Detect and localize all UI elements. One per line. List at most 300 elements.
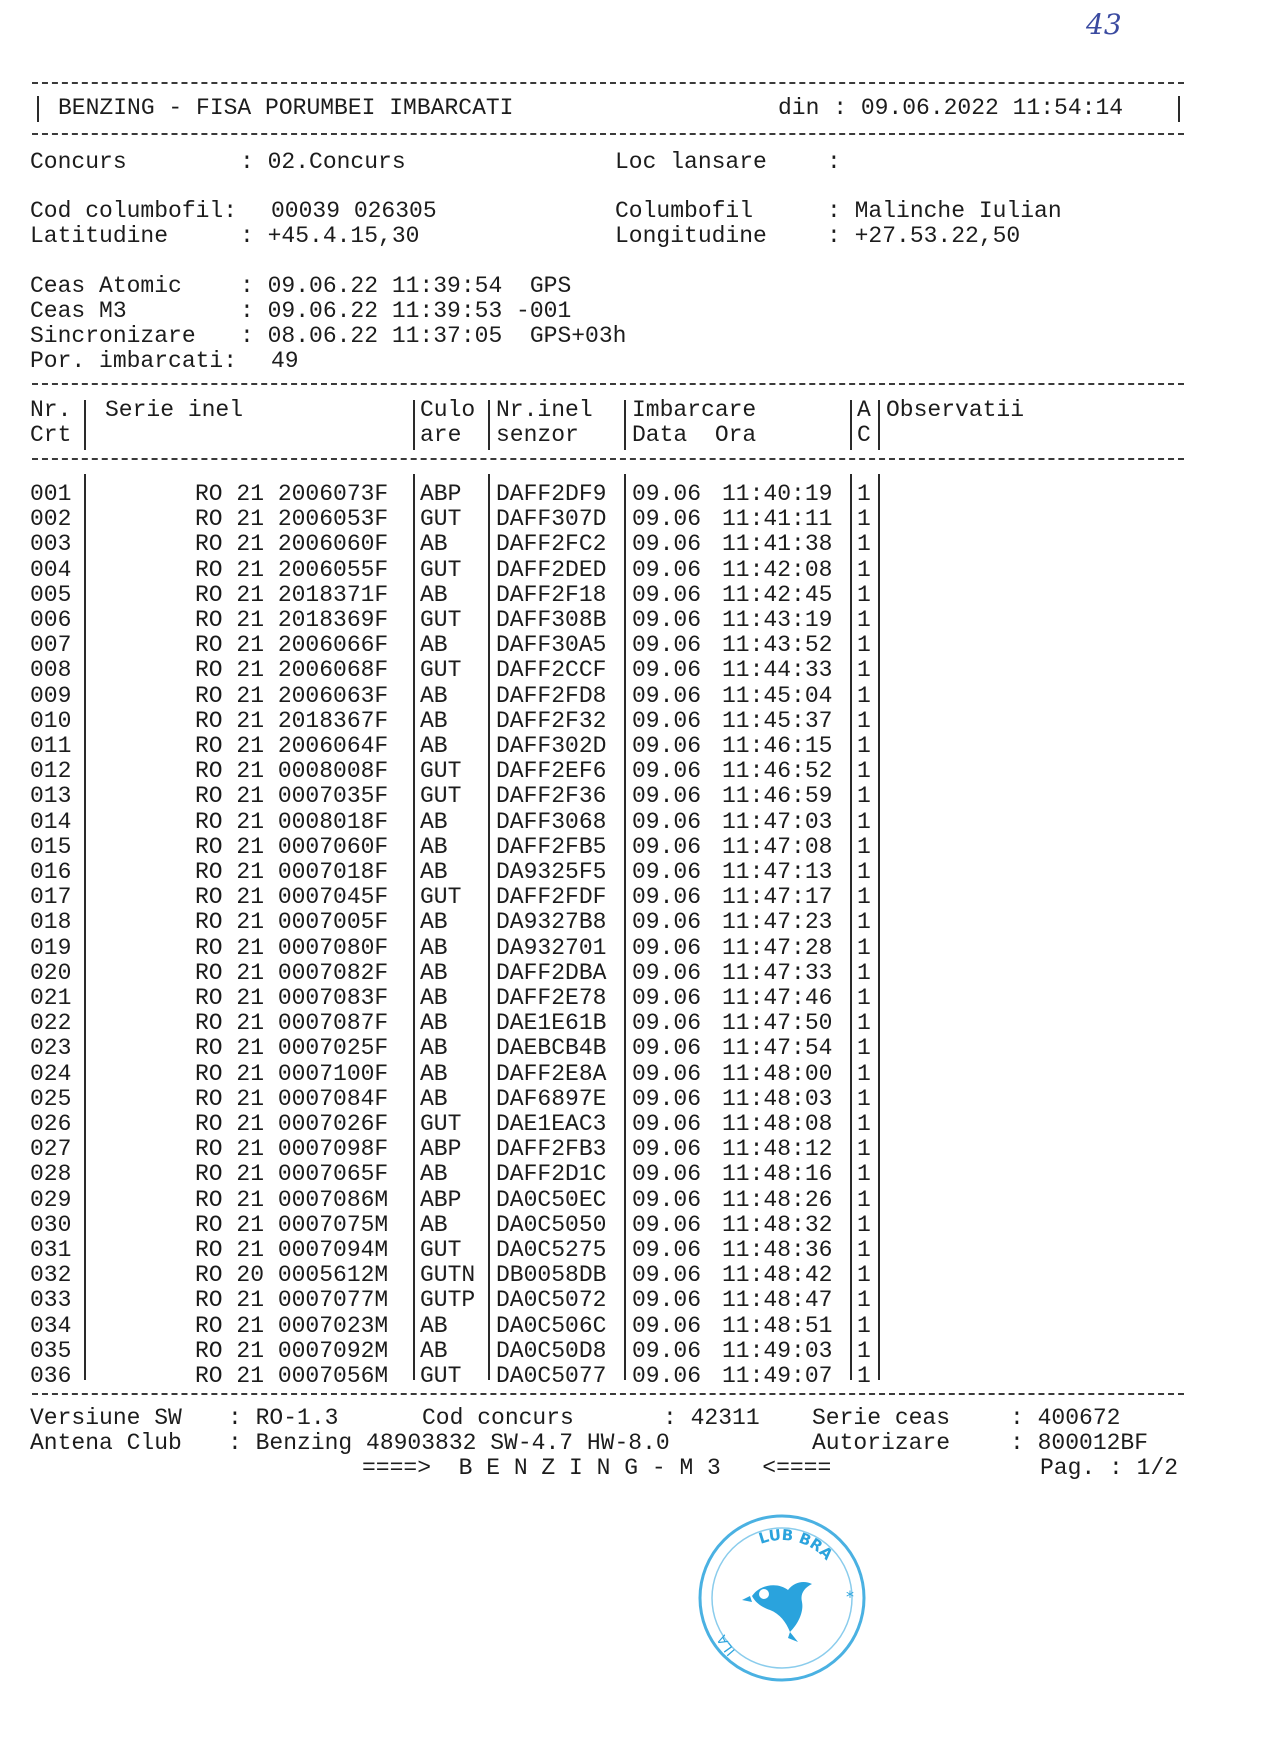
- boarding-date: 09.06: [632, 985, 702, 1011]
- color-code: AB: [420, 531, 448, 558]
- boarding-time: 11:43:19: [722, 607, 833, 633]
- stamp-text-top: LUB BRA: [756, 1525, 837, 1564]
- sensor-ring: DA0C50EC: [496, 1186, 607, 1213]
- boarding-date: 09.06: [632, 581, 702, 608]
- loc-lansare-label: Loc lansare: [615, 149, 767, 175]
- ac-flag: 1: [857, 985, 871, 1011]
- ac-flag: 1: [857, 1085, 871, 1112]
- color-code: GUTP: [420, 1287, 476, 1314]
- table-row: [0, 1288, 1276, 1313]
- sensor-ring: DAFF2DBA: [496, 959, 607, 986]
- color-code: GUT: [420, 1111, 462, 1137]
- sensor-ring: DAFF2F18: [496, 581, 607, 608]
- ac-flag: 1: [857, 884, 871, 911]
- boarding-time: 11:47:28: [722, 934, 833, 961]
- table-header-divider: [32, 458, 1184, 460]
- boarding-time: 11:48:26: [722, 1186, 833, 1213]
- ac-flag: 1: [857, 1136, 871, 1163]
- ring-series: RO 21 0007018F: [195, 859, 389, 885]
- col-header-crt: Crt: [30, 422, 72, 448]
- porumbei-imbarcati-value: 49: [271, 348, 299, 374]
- sensor-ring: DA0C5077: [496, 1363, 607, 1389]
- table-row: [0, 583, 1276, 608]
- table-row: [0, 784, 1276, 809]
- row-number: 025: [30, 1085, 72, 1112]
- boarding-date: 09.06: [632, 657, 702, 684]
- ring-series: RO 21 0007060F: [195, 833, 389, 860]
- table-row: [0, 1213, 1276, 1238]
- color-code: AB: [420, 1337, 448, 1364]
- color-code: AB: [420, 1161, 448, 1188]
- ac-flag: 1: [857, 1211, 871, 1238]
- table-row: [0, 532, 1276, 557]
- col-header-senzor-2: senzor: [496, 422, 579, 448]
- table-row: [0, 1062, 1276, 1087]
- table-row: [0, 860, 1276, 885]
- col-sep: [850, 400, 852, 450]
- versiune-sw-value: : RO-1.3: [228, 1405, 339, 1431]
- ring-series: RO 21 0007045F: [195, 884, 389, 911]
- ac-flag: 1: [857, 1111, 871, 1137]
- boarding-time: 11:41:38: [722, 531, 833, 558]
- row-number: 004: [30, 556, 72, 583]
- sensor-ring: DA0C5275: [496, 1237, 607, 1263]
- color-code: AB: [420, 707, 448, 734]
- ring-series: RO 21 0007087F: [195, 1010, 389, 1037]
- row-number: 017: [30, 884, 72, 911]
- page-title: BENZING - FISA PORUMBEI IMBARCATI: [58, 95, 514, 121]
- col-header-observatii: Observatii: [886, 397, 1025, 423]
- boarding-date: 09.06: [632, 1186, 702, 1213]
- boarding-date: 09.06: [632, 1363, 702, 1389]
- boarding-time: 11:48:03: [722, 1085, 833, 1112]
- boarding-date: 09.06: [632, 1211, 702, 1238]
- header-top-divider: [32, 82, 1184, 84]
- row-number: 019: [30, 934, 72, 961]
- row-number: 011: [30, 733, 72, 759]
- ring-series: RO 21 2006068F: [195, 657, 389, 684]
- ring-series: RO 21 0007056M: [195, 1363, 389, 1389]
- color-code: AB: [420, 934, 448, 961]
- ring-series: RO 21 2006055F: [195, 556, 389, 583]
- ac-flag: 1: [857, 1010, 871, 1037]
- ring-series: RO 21 0007075M: [195, 1211, 389, 1238]
- row-number: 007: [30, 632, 72, 659]
- row-number: 012: [30, 758, 72, 785]
- sensor-ring: DAFF3068: [496, 808, 607, 835]
- ac-flag: 1: [857, 682, 871, 709]
- ring-series: RO 21 0007100F: [195, 1060, 389, 1087]
- boarding-time: 11:42:45: [722, 581, 833, 608]
- header-bottom-divider: [32, 133, 1184, 135]
- boarding-time: 11:48:00: [722, 1060, 833, 1087]
- color-code: GUTN: [420, 1262, 476, 1289]
- row-number: 014: [30, 808, 72, 835]
- boarding-date: 09.06: [632, 808, 702, 835]
- table-row: [0, 633, 1276, 658]
- color-code: GUT: [420, 506, 462, 533]
- boarding-time: 11:47:08: [722, 833, 833, 860]
- ring-series: RO 21 2006073F: [195, 481, 389, 507]
- row-number: 023: [30, 1035, 72, 1062]
- color-code: GUT: [420, 657, 462, 684]
- concurs-label: Concurs: [30, 149, 127, 175]
- color-code: AB: [420, 632, 448, 659]
- boarding-time: 11:47:23: [722, 909, 833, 936]
- boarding-date: 09.06: [632, 909, 702, 936]
- boarding-date: 09.06: [632, 1136, 702, 1163]
- col-header-c: C: [857, 422, 871, 448]
- ac-flag: 1: [857, 707, 871, 734]
- columbofil-value: : Malinche Iulian: [827, 198, 1062, 224]
- boarding-time: 11:42:08: [722, 556, 833, 583]
- table-row: [0, 885, 1276, 910]
- ac-flag: 1: [857, 1337, 871, 1364]
- row-number: 032: [30, 1262, 72, 1289]
- boarding-date: 09.06: [632, 1161, 702, 1188]
- sincronizare-label: Sincronizare: [30, 323, 196, 349]
- col-sep: [488, 400, 490, 450]
- row-number: 035: [30, 1337, 72, 1364]
- sensor-ring: DAFF2D1C: [496, 1161, 607, 1188]
- ring-series: RO 21 0007065F: [195, 1161, 389, 1188]
- table-row: [0, 1263, 1276, 1288]
- boarding-date: 09.06: [632, 959, 702, 986]
- boarding-time: 11:40:19: [722, 481, 833, 507]
- sensor-ring: DAFF2F36: [496, 783, 607, 810]
- header-left-border: [37, 96, 39, 122]
- row-number: 001: [30, 481, 72, 507]
- ring-series: RO 21 2006053F: [195, 506, 389, 533]
- table-row: [0, 1011, 1276, 1036]
- sensor-ring: DAEBCB4B: [496, 1035, 607, 1062]
- autorizare-value: : 800012BF: [1010, 1430, 1149, 1456]
- ring-series: RO 21 0007098F: [195, 1136, 389, 1163]
- ac-flag: 1: [857, 959, 871, 986]
- ring-series: RO 21 0007094M: [195, 1237, 389, 1263]
- boarding-time: 11:48:51: [722, 1312, 833, 1339]
- boarding-date: 09.06: [632, 1337, 702, 1364]
- boarding-date: 09.06: [632, 783, 702, 810]
- col-header-culoare-2: are: [420, 422, 462, 448]
- row-number: 036: [30, 1363, 72, 1389]
- boarding-time: 11:45:04: [722, 682, 833, 709]
- ac-flag: 1: [857, 581, 871, 608]
- boarding-time: 11:47:33: [722, 959, 833, 986]
- table-row: [0, 1314, 1276, 1339]
- ring-series: RO 21 0007077M: [195, 1287, 389, 1314]
- color-code: AB: [420, 909, 448, 936]
- row-number: 026: [30, 1111, 72, 1137]
- antena-club-value: : Benzing 48903832 SW-4.7 HW-8.0: [228, 1430, 670, 1456]
- ac-flag: 1: [857, 808, 871, 835]
- col-sep: [84, 400, 86, 450]
- ring-series: RO 21 2006066F: [195, 632, 389, 659]
- row-number: 013: [30, 783, 72, 810]
- col-header-senzor-1: Nr.inel: [496, 397, 593, 423]
- ring-series: RO 21 2018371F: [195, 581, 389, 608]
- table-row: [0, 608, 1276, 633]
- sensor-ring: DAE1E61B: [496, 1010, 607, 1037]
- sensor-ring: DB0058DB: [496, 1262, 607, 1289]
- boarding-date: 09.06: [632, 531, 702, 558]
- row-number: 009: [30, 682, 72, 709]
- boarding-date: 09.06: [632, 682, 702, 709]
- columbofil-label: Columbofil: [615, 198, 754, 224]
- sensor-ring: DAFF30A5: [496, 632, 607, 659]
- row-number: 018: [30, 909, 72, 936]
- sensor-ring: DAFF2CCF: [496, 657, 607, 684]
- ac-flag: 1: [857, 1312, 871, 1339]
- svg-text:ILA: [715, 1632, 739, 1658]
- boarding-time: 11:47:13: [722, 859, 833, 885]
- boarding-date: 09.06: [632, 859, 702, 885]
- boarding-date: 09.06: [632, 707, 702, 734]
- boarding-time: 11:44:33: [722, 657, 833, 684]
- ring-series: RO 21 2018369F: [195, 607, 389, 633]
- table-row: [0, 1339, 1276, 1364]
- sensor-ring: DAFF2DF9: [496, 481, 607, 507]
- boarding-time: 11:47:54: [722, 1035, 833, 1062]
- svg-text:*: *: [846, 1587, 854, 1606]
- ac-flag: 1: [857, 934, 871, 961]
- ac-flag: 1: [857, 607, 871, 633]
- ac-flag: 1: [857, 1262, 871, 1289]
- row-number: 022: [30, 1010, 72, 1037]
- cod-columbofil-value: 00039 026305: [271, 198, 437, 224]
- table-row: [0, 810, 1276, 835]
- ring-series: RO 21 0007023M: [195, 1312, 389, 1339]
- boarding-time: 11:48:47: [722, 1287, 833, 1314]
- table-row: [0, 1036, 1276, 1061]
- sensor-ring: DAFF2F32: [496, 707, 607, 734]
- cod-concurs-label: Cod concurs: [422, 1405, 574, 1431]
- loc-lansare-value: :: [827, 149, 841, 175]
- boarding-time: 11:41:11: [722, 506, 833, 533]
- color-code: AB: [420, 581, 448, 608]
- table-row: [0, 835, 1276, 860]
- boarding-time: 11:46:15: [722, 733, 833, 759]
- ac-flag: 1: [857, 733, 871, 759]
- ac-flag: 1: [857, 833, 871, 860]
- ring-series: RO 21 0007035F: [195, 783, 389, 810]
- table-row: [0, 684, 1276, 709]
- page-number: Pag. : 1/2: [1040, 1455, 1179, 1481]
- sensor-ring: DAFF2FB3: [496, 1136, 607, 1163]
- concurs-value: : 02.Concurs: [240, 149, 406, 175]
- color-code: AB: [420, 1312, 448, 1339]
- table-row: [0, 1188, 1276, 1213]
- color-code: AB: [420, 833, 448, 860]
- ceas-atomic-value: : 09.06.22 11:39:54 GPS: [240, 273, 572, 299]
- ring-series: RO 21 0007092M: [195, 1337, 389, 1364]
- col-header-nr: Nr.: [30, 397, 72, 423]
- boarding-date: 09.06: [632, 1111, 702, 1137]
- boarding-date: 09.06: [632, 733, 702, 759]
- sensor-ring: DAF6897E: [496, 1085, 607, 1112]
- ac-flag: 1: [857, 1060, 871, 1087]
- table-row: [0, 558, 1276, 583]
- ring-series: RO 21 0007026F: [195, 1111, 389, 1137]
- table-row: [0, 1162, 1276, 1187]
- table-row: [0, 1364, 1276, 1389]
- color-code: AB: [420, 808, 448, 835]
- boarding-time: 11:49:07: [722, 1363, 833, 1389]
- stamp-text-side: ILA: [714, 1632, 739, 1659]
- club-stamp: [694, 1510, 870, 1686]
- ring-series: RO 21 0007082F: [195, 959, 389, 986]
- col-sep: [878, 400, 880, 450]
- sensor-ring: DA932701: [496, 934, 607, 961]
- col-sep: [413, 400, 415, 450]
- handwritten-page-number: 43: [1086, 8, 1122, 41]
- row-number: 031: [30, 1237, 72, 1263]
- sensor-ring: DAFF308B: [496, 607, 607, 633]
- color-code: GUT: [420, 607, 462, 633]
- boarding-date: 09.06: [632, 1237, 702, 1263]
- table-row: [0, 658, 1276, 683]
- boarding-date: 09.06: [632, 506, 702, 533]
- boarding-date: 09.06: [632, 556, 702, 583]
- table-row: [0, 936, 1276, 961]
- ring-series: RO 21 0007025F: [195, 1035, 389, 1062]
- ring-series: RO 21 2006063F: [195, 682, 389, 709]
- report-date: din : 09.06.2022 11:54:14: [778, 95, 1124, 121]
- color-code: AB: [420, 1085, 448, 1112]
- col-header-data-ora: Data Ora: [632, 422, 757, 448]
- col-header-culoare-1: Culo: [420, 397, 476, 423]
- ceas-m3-label: Ceas M3: [30, 298, 127, 324]
- boarding-date: 09.06: [632, 833, 702, 860]
- boarding-date: 09.06: [632, 607, 702, 633]
- table-top-divider: [32, 383, 1184, 385]
- boarding-date: 09.06: [632, 1312, 702, 1339]
- ring-series: RO 21 0008018F: [195, 808, 389, 835]
- sincronizare-value: : 08.06.22 11:37:05 GPS+03h: [240, 323, 627, 349]
- ring-series: RO 21 0007083F: [195, 985, 389, 1011]
- col-header-serie-inel: Serie inel: [105, 397, 244, 423]
- row-number: 027: [30, 1136, 72, 1163]
- color-code: GUT: [420, 783, 462, 810]
- color-code: AB: [420, 682, 448, 709]
- row-number: 029: [30, 1186, 72, 1213]
- ring-series: RO 21 0007084F: [195, 1085, 389, 1112]
- sensor-ring: DAE1EAC3: [496, 1111, 607, 1137]
- boarding-time: 11:48:42: [722, 1262, 833, 1289]
- color-code: AB: [420, 1211, 448, 1238]
- color-code: GUT: [420, 884, 462, 911]
- boarding-time: 11:46:59: [722, 783, 833, 810]
- table-row: [0, 482, 1276, 507]
- ac-flag: 1: [857, 1161, 871, 1188]
- table-row: [0, 910, 1276, 935]
- table-row: [0, 1087, 1276, 1112]
- row-number: 021: [30, 985, 72, 1011]
- boarding-time: 11:47:17: [722, 884, 833, 911]
- ring-series: RO 20 0005612M: [195, 1262, 389, 1289]
- sensor-ring: DAFF307D: [496, 506, 607, 533]
- ac-flag: 1: [857, 1186, 871, 1213]
- boarding-time: 11:47:03: [722, 808, 833, 835]
- boarding-time: 11:47:46: [722, 985, 833, 1011]
- versiune-sw-label: Versiune SW: [30, 1405, 182, 1431]
- autorizare-label: Autorizare: [812, 1430, 951, 1456]
- boarding-time: 11:47:50: [722, 1010, 833, 1037]
- ceas-m3-value: : 09.06.22 11:39:53 -001: [240, 298, 572, 324]
- ac-flag: 1: [857, 657, 871, 684]
- boarding-time: 11:48:12: [722, 1136, 833, 1163]
- ac-flag: 1: [857, 909, 871, 936]
- ac-flag: 1: [857, 506, 871, 533]
- color-code: AB: [420, 959, 448, 986]
- col-sep: [624, 400, 626, 450]
- color-code: GUT: [420, 1363, 462, 1389]
- color-code: AB: [420, 859, 448, 885]
- ring-series: RO 21 2006064F: [195, 733, 389, 759]
- ring-series: RO 21 2006060F: [195, 531, 389, 558]
- boarding-time: 11:46:52: [722, 758, 833, 785]
- ac-flag: 1: [857, 632, 871, 659]
- ring-series: RO 21 0007086M: [195, 1186, 389, 1213]
- ceas-atomic-label: Ceas Atomic: [30, 273, 182, 299]
- footer-divider: [32, 1393, 1184, 1395]
- ac-flag: 1: [857, 758, 871, 785]
- header-right-border: [1178, 96, 1180, 122]
- cod-concurs-value: : 42311: [663, 1405, 760, 1431]
- boarding-date: 09.06: [632, 884, 702, 911]
- table-row: [0, 709, 1276, 734]
- row-number: 020: [30, 959, 72, 986]
- serie-ceas-value: : 400672: [1010, 1405, 1121, 1431]
- ac-flag: 1: [857, 859, 871, 885]
- row-number: 008: [30, 657, 72, 684]
- sensor-ring: DAFF2E78: [496, 985, 607, 1011]
- latitudine-label: Latitudine: [30, 223, 169, 249]
- row-number: 030: [30, 1211, 72, 1238]
- table-row: [0, 1238, 1276, 1263]
- sensor-ring: DA0C50D8: [496, 1337, 607, 1364]
- table-row: [0, 986, 1276, 1011]
- ac-flag: 1: [857, 531, 871, 558]
- ac-flag: 1: [857, 1035, 871, 1062]
- row-number: 024: [30, 1060, 72, 1087]
- boarding-date: 09.06: [632, 1287, 702, 1314]
- sensor-ring: DA0C506C: [496, 1312, 607, 1339]
- boarding-time: 11:43:52: [722, 632, 833, 659]
- color-code: AB: [420, 985, 448, 1011]
- boarding-time: 11:48:36: [722, 1237, 833, 1263]
- ac-flag: 1: [857, 1287, 871, 1314]
- boarding-date: 09.06: [632, 934, 702, 961]
- boarding-time: 11:48:08: [722, 1111, 833, 1137]
- sensor-ring: DAFF302D: [496, 733, 607, 759]
- longitudine-value: : +27.53.22,50: [827, 223, 1021, 249]
- ring-series: RO 21 0007080F: [195, 934, 389, 961]
- color-code: GUT: [420, 1237, 462, 1263]
- row-number: 003: [30, 531, 72, 558]
- color-code: AB: [420, 1035, 448, 1062]
- row-number: 006: [30, 607, 72, 633]
- pigeon-icon: [742, 1582, 812, 1642]
- ac-flag: 1: [857, 556, 871, 583]
- col-header-imbarcare: Imbarcare: [632, 397, 757, 423]
- svg-text:LUB BRA: [757, 1526, 837, 1564]
- boarding-time: 11:48:32: [722, 1211, 833, 1238]
- latitudine-value: : +45.4.15,30: [240, 223, 420, 249]
- sensor-ring: DAFF2EF6: [496, 758, 607, 785]
- benzing-m3-banner: ====> B E N Z I N G - M 3 <====: [362, 1455, 832, 1481]
- row-number: 016: [30, 859, 72, 885]
